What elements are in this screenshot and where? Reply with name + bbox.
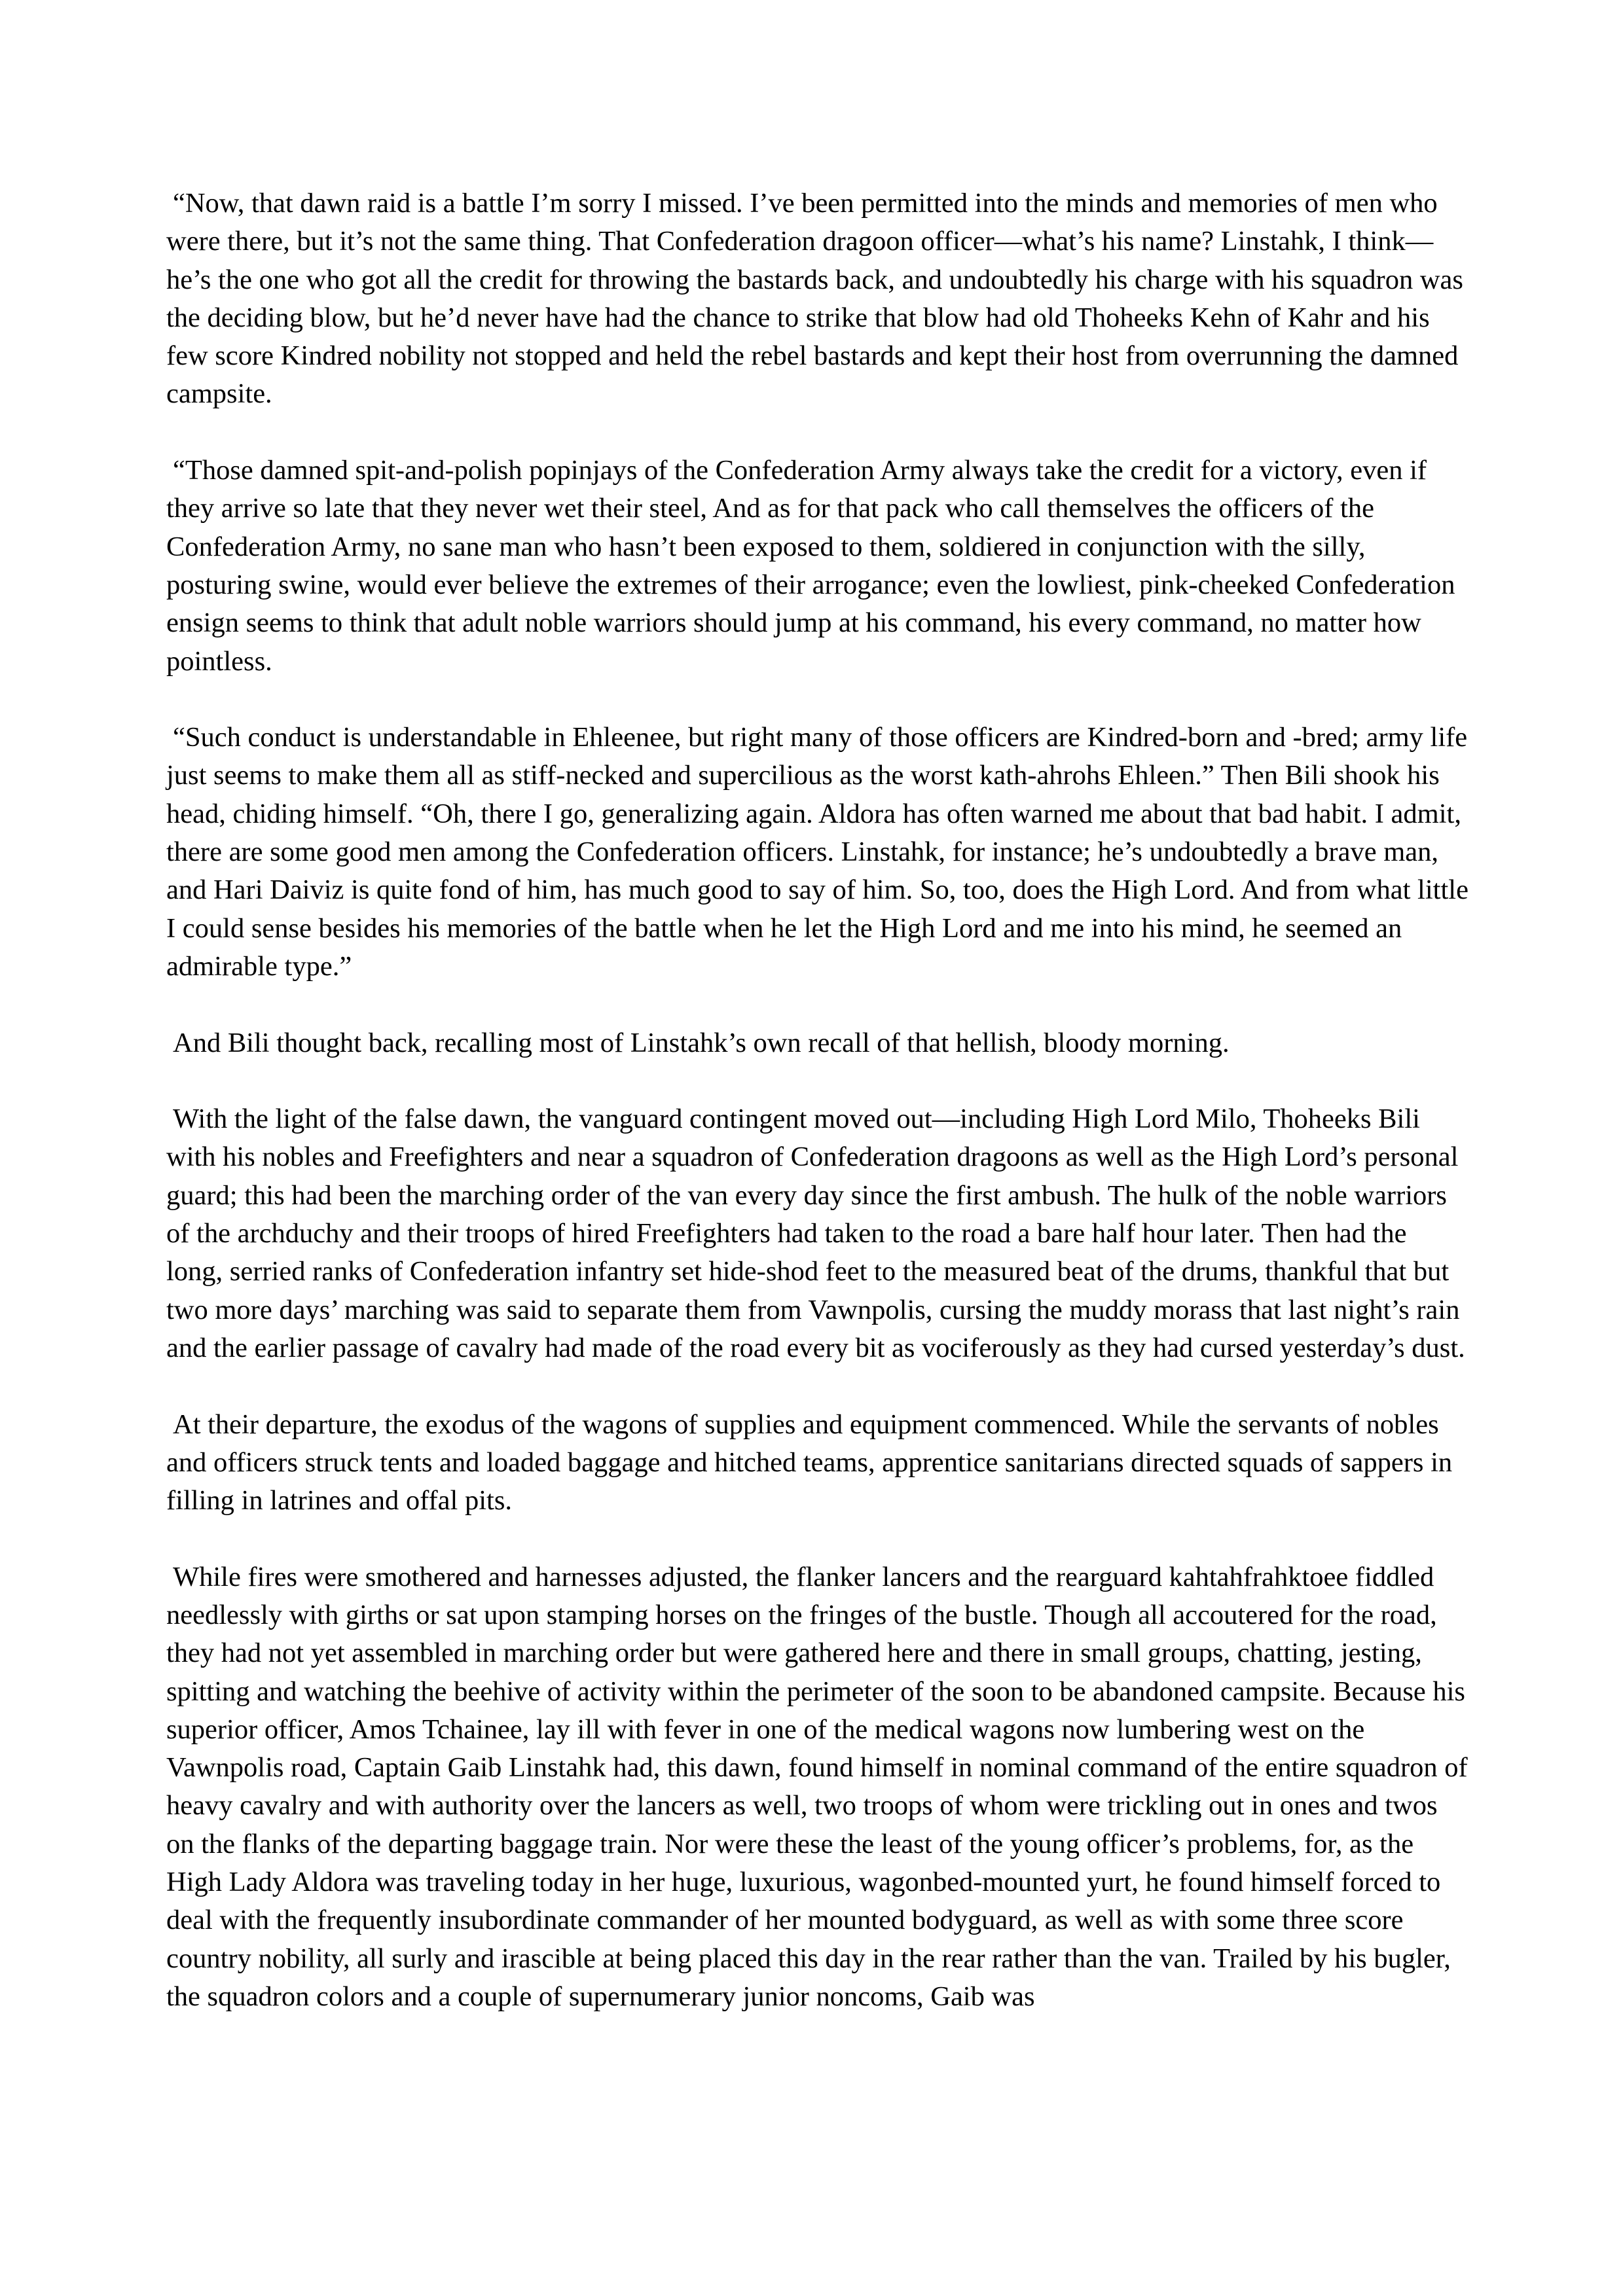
paragraph-1: “Now, that dawn raid is a battle I’m sorry I missed. I’ve been permitted into the minds and memories of men who were there, but it’s not the same thing. That Confederation dragoon officer—what’s his name? Linstahk, I think—he’s the one who got all the credit for throwing the bastards back, and undoubtedly his charge with his squadron was the deciding blow, but he’d never have had the chance to strike that blow had old Thoheeks Kehn of Kahr and his few score Kindred nobility not stopped and held the rebel bastards and kept their host from overrunning the damned campsite. [166,188,1463,410]
body-text [166,185,1469,2016]
paragraph-3: “Such conduct is understandable in Ehleenee, but right many of those officers are Kindred-born and -bred; army life just seems to make them all as stiff-necked and supercilious as the worst kath-ahrohs Ehleen.” Then Bili shook his head, chiding himself. “Oh, there I go, generalizing again. Aldora has often warned me about that bad habit. I admit, there are some good men among the Confederation officers. Linstahk, for instance; he’s undoubtedly a brave man, and Hari Daiviz is quite fond of him, has much good to say of him. So, too, does the High Lord. And from what little I could sense besides his memories of the battle when he let the High Lord and me into his mind, he seemed an admirable type.” [166,722,1468,982]
paragraph-4: And Bili thought back, recalling most of Linstahk’s own recall of that hellish, bloody morning. [173,1027,1230,1058]
paragraph-7: While fires were smothered and harnesses adjusted, the flanker lancers and the rearguard kahtahfrahktoee fiddled needlessly with girths or sat upon stamping horses on the fringes of the bustle. Though all accoutered for the road, they had not yet assembled in marching order but were gathered here and there in small groups, chatting, jesting, spitting and watching the beehive of activity within the perimeter of the soon to be abandoned campsite. Because his superior officer, Amos Tchainee, lay ill with fever in one of the medical wagons now lumbering west on the Vawnpolis road, Captain Gaib Linstahk had, this dawn, found himself in nominal command of the entire squadron of heavy cavalry and with authority over the lancers as well, two troops of whom were trickling out in ones and twos on the flanks of the departing baggage train. Nor were these the least of the young officer’s problems, for, as the High Lady Aldora was traveling today in her huge, luxurious, wagonbed-mounted yurt, he found himself forced to deal with the frequently insubordinate commander of her mounted bodyguard, as well as with some three score country nobility, all surly and irascible at being placed this day in the rear rather than the van. Trailed by his bugler, the squadron colors and a couple of supernumerary junior noncoms, Gaib was [166,1561,1468,2012]
paragraph-2: “Those damned spit-and-polish popinjays of the Confederation Army always take the credit for a victory, even if they arrive so late that they never wet their steel, And as for that pack who call themselves the officers of the Confederation Army, no sane man who hasn’t been exposed to them, soldiered in conjunction with the silly, posturing swine, would ever believe the extremes of their arrogance; even the lowliest, pink-cheeked Confederation ensign seems to think that adult noble warriors should jump at his command, his every command, no matter how pointless. [166,455,1455,677]
paragraph-6: At their departure, the exodus of the wagons of supplies and equipment commenced. While the servants of nobles and officers struck tents and loaded baggage and hitched teams, apprentice sanitarians directed squads of sappers in filling in latrines and offal pits. [166,1408,1453,1516]
paragraph-5: With the light of the false dawn, the vanguard contingent moved out—including High Lord Milo, Thoheeks Bili with his nobles and Freefighters and near a squadron of Confederation dragoons as well as the High Lord’s personal guard; this had been the marching order of the van every day since the first ambush. The hulk of the noble warriors of the archduchy and their troops of hired Freefighters had taken to the road a bare half hour later. Then had the long, serried ranks of Confederation infantry set hide-shod feet to the measured beat of the drums, thankful that but two more days’ marching was said to separate them from Vawnpolis, cursing the muddy morass that last night’s rain and the earlier passage of cavalry had made of the road every bit as vociferously as they had cursed yesterday’s dust. [166,1103,1465,1363]
